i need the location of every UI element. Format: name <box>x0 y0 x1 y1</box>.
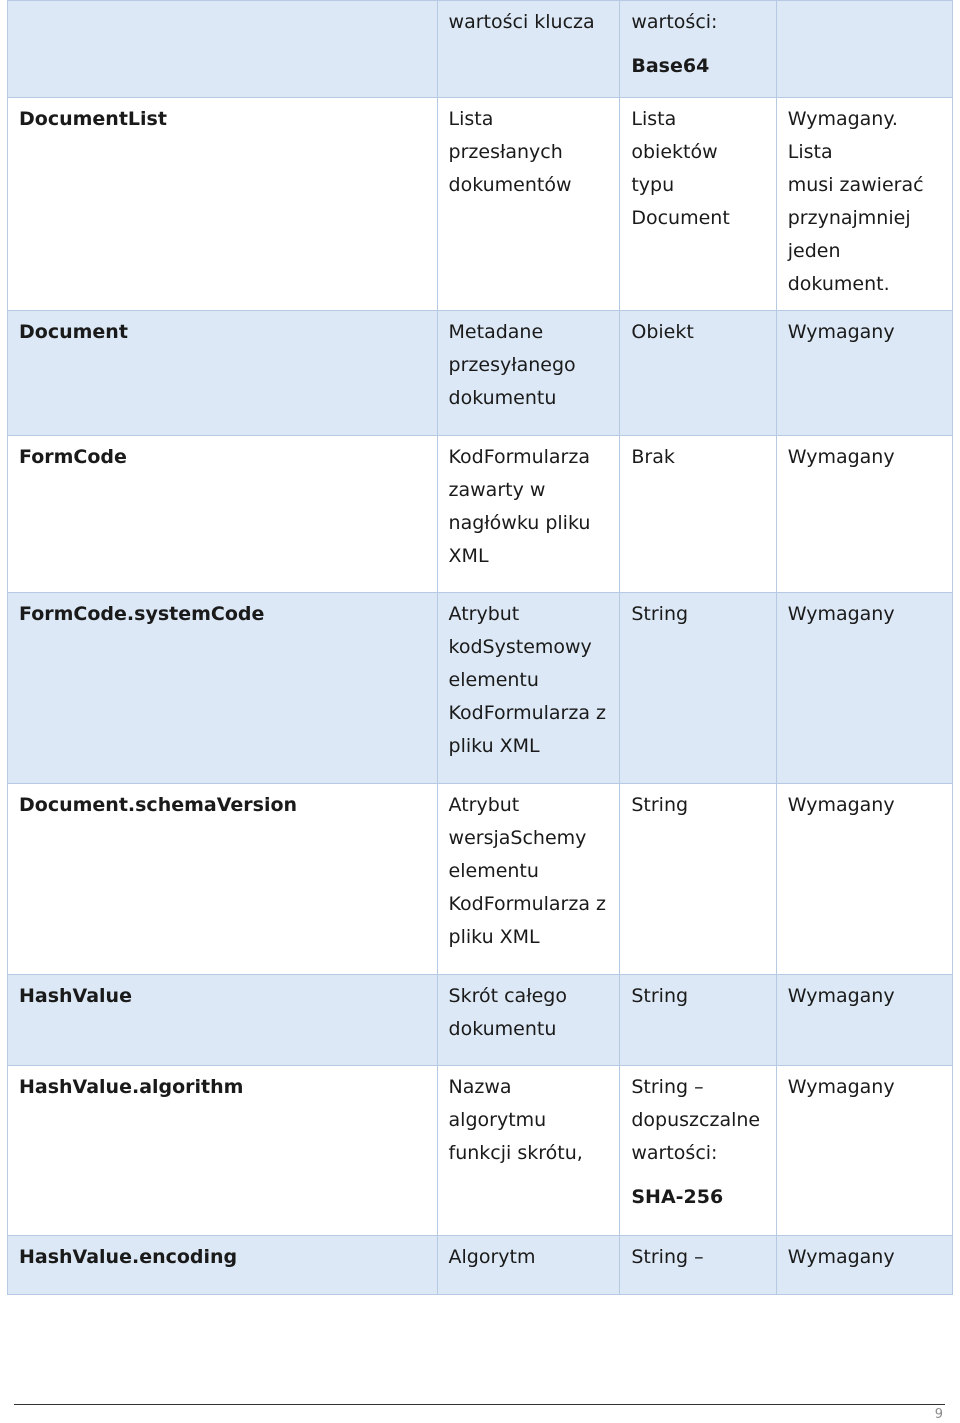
table-row <box>8 975 953 1066</box>
type-cell: String – <box>620 1236 776 1295</box>
table-row <box>8 1066 953 1236</box>
field-name-cell <box>8 1 438 98</box>
type-cell: Lista obiektów typu Document <box>620 98 776 311</box>
field-name-cell: Document.schemaVersion <box>8 784 438 975</box>
type-cell: String <box>620 784 776 975</box>
field-name-cell: HashValue <box>8 975 438 1066</box>
description-cell: wartości klucza <box>437 1 620 98</box>
description-cell: Skrót całego dokumentu <box>437 975 620 1066</box>
table-row <box>8 784 953 975</box>
table-row <box>8 1 953 98</box>
required-cell: Wymagany <box>776 436 952 593</box>
type-text: wartości: <box>631 11 718 33</box>
table-row <box>8 436 953 593</box>
table-row <box>8 1236 953 1295</box>
field-name-cell: HashValue.encoding <box>8 1236 438 1295</box>
field-name-cell: FormCode <box>8 436 438 593</box>
required-cell: Wymagany <box>776 975 952 1066</box>
footer-divider <box>14 1404 945 1405</box>
parameters-table <box>7 0 953 1295</box>
description-cell: Atrybut kodSystemowy elementu KodFormularza z pliku XML <box>437 593 620 784</box>
required-cell: Wymagany. Lista musi zawierać przynajmniej jeden dokument. <box>776 98 952 311</box>
field-name-cell: FormCode.systemCode <box>8 593 438 784</box>
required-cell: Wymagany <box>776 593 952 784</box>
description-cell: Lista przesłanych dokumentów <box>437 98 620 311</box>
allowed-value: SHA-256 <box>631 1186 724 1208</box>
required-cell: Wymagany <box>776 311 952 436</box>
table-row <box>8 311 953 436</box>
type-cell: Brak <box>620 436 776 593</box>
required-cell: Wymagany <box>776 784 952 975</box>
required-cell: Wymagany <box>776 1236 952 1295</box>
field-name-cell: DocumentList <box>8 98 438 311</box>
required-cell <box>776 1 952 98</box>
table-row <box>8 593 953 784</box>
type-text: String – dopuszczalne wartości: <box>631 1076 761 1164</box>
type-cell: Obiekt <box>620 311 776 436</box>
description-cell: Metadane przesyłanego dokumentu <box>437 311 620 436</box>
field-name-cell: HashValue.algorithm <box>8 1066 438 1236</box>
description-cell: Nazwa algorytmu funkcji skrótu, <box>437 1066 620 1236</box>
field-name-cell: Document <box>8 311 438 436</box>
type-cell <box>620 1 776 98</box>
required-cell: Wymagany <box>776 1066 952 1236</box>
type-cell <box>620 1066 776 1236</box>
description-cell: KodFormularza zawarty w nagłówku pliku XML <box>437 436 620 593</box>
description-cell: Algorytm <box>437 1236 620 1295</box>
description-cell: Atrybut wersjaSchemy elementu KodFormularza z pliku XML <box>437 784 620 975</box>
allowed-value: Base64 <box>631 55 710 77</box>
page-number: 9 <box>934 1407 943 1422</box>
type-cell: String <box>620 593 776 784</box>
type-cell: String <box>620 975 776 1066</box>
table-row <box>8 98 953 311</box>
